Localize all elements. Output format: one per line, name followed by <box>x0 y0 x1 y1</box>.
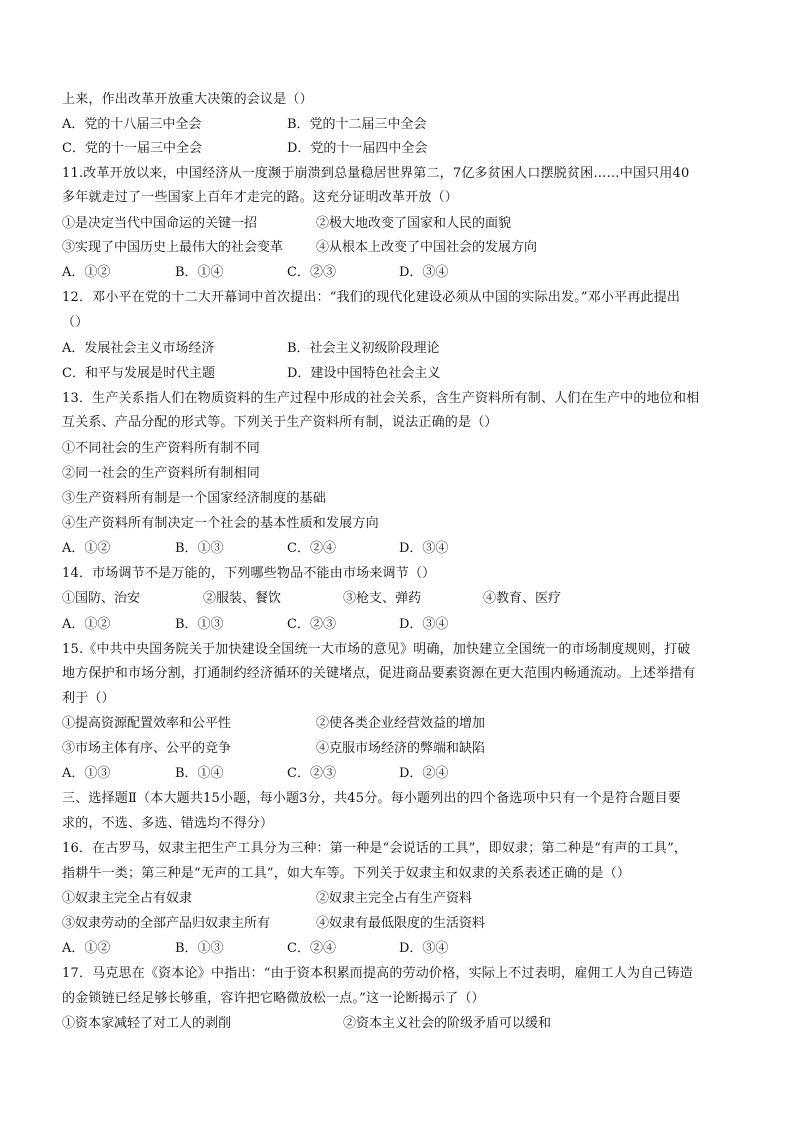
q13-stem-line2: 互关系、产品分配的形式等。下列关于生产资料所有制，说法正确的是（） <box>62 415 498 430</box>
q15-stem-line3: 利于（） <box>62 691 115 706</box>
q11-statements-row1 <box>0 216 794 232</box>
q12-stem-line2: （） <box>62 315 89 330</box>
q12-options-row1 <box>0 341 794 357</box>
q14-options <box>0 617 794 633</box>
q16-option-d: D．③④ <box>399 941 449 956</box>
q16-statement-1: ①奴隶主完全占有奴隶 <box>62 891 193 906</box>
q17-statement-1: ①资本家减轻了对工人的剥削 <box>62 1016 232 1031</box>
q15-statement-1: ①提高资源配置效率和公平性 <box>62 716 232 731</box>
q10-option-b: B．党的十二届三中全会 <box>287 117 427 132</box>
q12-options-row2 <box>0 366 794 382</box>
q11-statements-row2 <box>0 240 794 256</box>
q15-statements-row1 <box>0 716 794 732</box>
q15-stem-line2: 地方保护和市场分割，打通制约经济循环的关键堵点，促进商品要素资源在更大范围内畅通流动。上述举措有 <box>62 666 696 681</box>
q17-stem-line2: 的金锁链已经足够长够重，容许把它略微放松一点。”这一论断揭示了（） <box>62 991 485 1006</box>
q16-option-c: C．②④ <box>287 941 336 956</box>
q11-option-c: C．②③ <box>287 265 336 280</box>
q14-option-d: D．③④ <box>399 617 449 632</box>
q14-statement-3: ③枪支、弹药 <box>343 591 422 606</box>
q10-stem-tail: 上来，作出改革开放重大决策的会议是（） <box>62 92 313 107</box>
q13-options <box>0 541 794 557</box>
q17-stem-line1: 17．马克思在《资本论》中指出：“由于资本积累而提高的劳动价格，实际上不过表明，雇佣工人为自己铸造 <box>62 966 693 981</box>
q11-stem-line1: 11.改革开放以来，中国经济从一度濒于崩溃到总量稳居世界第二，7亿多贫困人口摆脱贫困……中国只用40 <box>62 166 690 181</box>
q15-stem-line1: 15.《中共中央国务院关于加快建设全国统一大市场的意见》明确，加快建立全国统一的市场制度规则，打破 <box>62 642 691 657</box>
q13-option-d: D．③④ <box>399 541 449 556</box>
q16-stem-line2: 指耕牛一类；第三种是“无声的工具”，如大车等。下列关于奴隶主和奴隶的关系表述正确的是（） <box>62 866 631 881</box>
q15-options <box>0 766 794 782</box>
q10-options-row2 <box>0 141 794 157</box>
q11-options <box>0 265 794 281</box>
q14-stem: 14．市场调节不是万能的，下列哪些物品不能由市场来调节（） <box>62 566 436 581</box>
q10-option-c: C．党的十一届三中全会 <box>62 141 202 156</box>
q13-option-b: B．①③ <box>175 541 224 556</box>
q11-option-a: A．①② <box>62 265 111 280</box>
q15-option-c: C．②③ <box>287 766 336 781</box>
q14-statement-1: ①国防、治安 <box>62 591 141 606</box>
q11-option-d: D．③④ <box>399 265 449 280</box>
q16-statements-row1 <box>0 891 794 907</box>
q15-statements-row2 <box>0 741 794 757</box>
q11-statement-1: ①是决定当代中国命运的关键一招 <box>62 216 258 231</box>
q14-statement-2: ②服装、餐饮 <box>203 591 282 606</box>
q17-statement-2: ②资本主义社会的阶级矛盾可以缓和 <box>343 1016 552 1031</box>
q14-option-a: A．①② <box>62 617 111 632</box>
q16-statements-row2 <box>0 916 794 932</box>
q11-option-b: B．①④ <box>175 265 224 280</box>
q12-option-d: D．建设中国特色社会主义 <box>287 366 441 381</box>
q13-option-c: C．②④ <box>287 541 336 556</box>
q12-option-b: B．社会主义初级阶段理论 <box>287 341 440 356</box>
q14-option-c: C．②③ <box>287 617 336 632</box>
q10-option-d: D．党的十一届四中全会 <box>287 141 428 156</box>
q15-option-d: D．②④ <box>399 766 449 781</box>
q13-statement-3: ③生产资料所有制是一个国家经济制度的基础 <box>62 491 327 506</box>
q16-options <box>0 941 794 957</box>
q15-statement-3: ③市场主体有序、公平的竞争 <box>62 741 232 756</box>
q13-stem-line1: 13．生产关系指人们在物质资料的生产过程中形成的社会关系，含生产资料所有制、人们在生产中的地位和相 <box>62 391 700 406</box>
section-3-heading-line2: 求的，不选、多选、错选均不得分） <box>62 816 274 831</box>
section-3-heading-line1: 三、选择题Ⅱ（本大题共15小题，每小题3分，共45分。每小题列出的四个备选项中只有一个是符合题目要 <box>62 791 681 806</box>
q11-stem-line2: 多年就走过了一些国家上百年才走完的路。这充分证明改革开放（） <box>62 190 459 205</box>
q15-option-b: B．①④ <box>175 766 224 781</box>
q17-statements-row1 <box>0 1016 794 1032</box>
q15-statement-2: ②使各类企业经营效益的增加 <box>316 716 486 731</box>
q12-option-c: C．和平与发展是时代主题 <box>62 366 215 381</box>
q11-statement-2: ②极大地改变了国家和人民的面貌 <box>316 216 512 231</box>
q11-statement-4: ④从根本上改变了中国社会的发展方向 <box>316 240 538 255</box>
q14-statement-4: ④教育、医疗 <box>483 591 562 606</box>
q11-statement-3: ③实现了中国历史上最伟大的社会变革 <box>62 240 284 255</box>
q16-stem-line1: 16．在古罗马，奴隶主把生产工具分为三种：第一种是“会说话的工具”，即奴隶；第二种是“有声的工具”， <box>62 841 688 856</box>
q16-statement-2: ②奴隶主完全占有生产资料 <box>316 891 473 906</box>
q12-stem-line1: 12．邓小平在党的十二大开幕词中首次提出：“我们的现代化建设必须从中国的实际出发。”邓小平再此提出 <box>62 290 681 305</box>
q16-option-b: B．①③ <box>175 941 224 956</box>
q14-statements <box>0 591 794 607</box>
q16-option-a: A．①② <box>62 941 111 956</box>
q16-statement-3: ③奴隶劳动的全部产品归奴隶主所有 <box>62 916 271 931</box>
q16-statement-4: ④奴隶有最低限度的生活资料 <box>316 916 486 931</box>
q15-option-a: A．①③ <box>62 766 111 781</box>
q14-option-b: B．①③ <box>175 617 224 632</box>
q10-option-a: A．党的十八届三中全会 <box>62 117 202 132</box>
q15-statement-4: ④克服市场经济的弊端和缺陷 <box>316 741 486 756</box>
q13-statement-2: ②同一社会的生产资料所有制相同 <box>62 466 261 481</box>
q10-options-row1 <box>0 117 794 133</box>
q13-option-a: A．①② <box>62 541 111 556</box>
q12-option-a: A．发展社会主义市场经济 <box>62 341 215 356</box>
q13-statement-1: ①不同社会的生产资料所有制不同 <box>62 441 261 456</box>
q13-statement-4: ④生产资料所有制决定一个社会的基本性质和发展方向 <box>62 516 379 531</box>
